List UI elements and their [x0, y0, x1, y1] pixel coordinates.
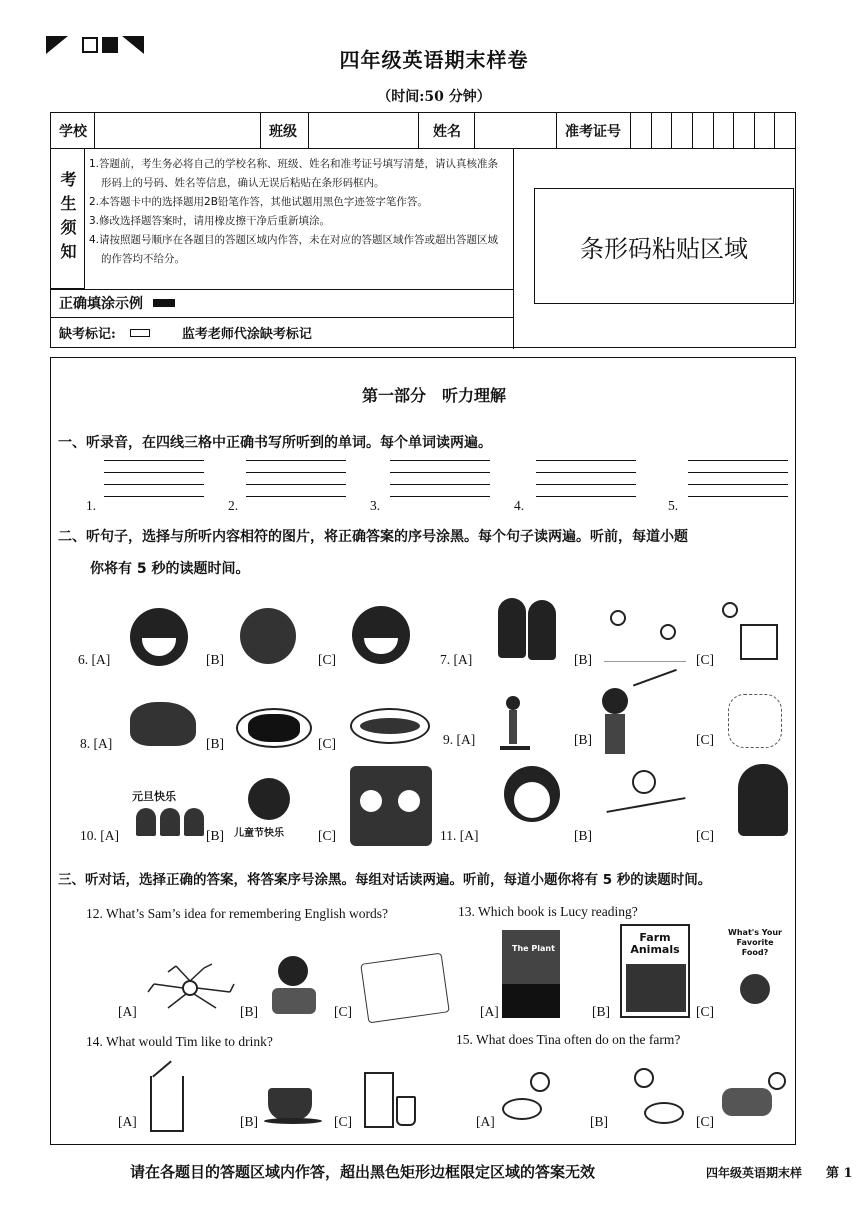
four-line-grid[interactable]: [246, 460, 346, 508]
q11-option-a[interactable]: 11. [A]: [440, 828, 479, 843]
q15-option-b[interactable]: [B]: [590, 1114, 608, 1129]
q15-option-a[interactable]: [A]: [476, 1114, 495, 1129]
exam-number-boxes[interactable]: [631, 113, 795, 149]
q15-question: 15. What does Tina often do on the farm?: [456, 1032, 681, 1047]
q12-option-a[interactable]: [A]: [118, 1004, 137, 1019]
blank-number: 4.: [514, 498, 525, 513]
class-label: 班级: [261, 113, 309, 149]
q8-option-a[interactable]: 8. [A]: [80, 736, 113, 751]
childrens-day-picture: [230, 774, 310, 844]
q14-option-b[interactable]: [B]: [240, 1114, 258, 1129]
four-line-grid[interactable]: [104, 460, 204, 508]
mind-map-svg: [146, 962, 236, 1012]
girl-with-sheep-icon: [500, 1072, 566, 1132]
fish-plate-icon: [350, 708, 430, 744]
notice-item: 3.修改选择题答案时，请用橡皮擦干净后重新填涂。: [89, 215, 331, 227]
q13-question: 13. Which book is Lucy reading?: [458, 904, 638, 919]
blank-number: 3.: [370, 498, 381, 513]
q6-option-c[interactable]: [C]: [318, 652, 336, 667]
class-field[interactable]: [309, 113, 419, 149]
q11-option-c[interactable]: [C]: [696, 828, 714, 843]
girl-with-pig-icon: [620, 1068, 690, 1130]
notice-item: 形码上的号码、姓名等信息，确认无误后粘贴在条形码框内。: [101, 177, 385, 189]
new-year-picture: [130, 770, 210, 840]
crying-face-icon: [240, 608, 296, 664]
juice-glass-icon: [150, 1076, 184, 1132]
q7-option-c[interactable]: [C]: [696, 652, 714, 667]
notice-label-text: 考生须知: [58, 170, 77, 267]
notice-item: 4.请按照题号顺序在各题目的答题区域内作答，未在对应的答题区域作答或超出答题区域: [89, 234, 499, 246]
q12-question: 12. What’s Sam’s idea for remembering English words?: [86, 906, 388, 921]
q10-option-c[interactable]: [C]: [318, 828, 336, 843]
absent-label: 缺考标记:: [59, 327, 116, 342]
book-farm-animals-title: Farm Animals: [630, 931, 680, 956]
exam-duration: （时间:50 分钟）: [377, 89, 491, 105]
girl-reading-icon: [268, 956, 322, 1018]
mind-map-icon: [146, 962, 236, 1012]
notice-item: 的作答均不给分。: [101, 253, 185, 265]
part-title: 第一部分 听力理解: [361, 386, 506, 405]
star-eyes-face-icon: [352, 606, 410, 664]
four-line-grid[interactable]: [688, 460, 788, 508]
divider: [51, 289, 513, 290]
q6-option-a[interactable]: 6. [A]: [78, 652, 111, 667]
q8-option-c[interactable]: [C]: [318, 736, 336, 751]
name-label: 姓名: [419, 113, 475, 149]
kids-playing-icon: [604, 604, 686, 662]
blank-number: 2.: [228, 498, 239, 513]
q14-question: 14. What would Tim like to drink?: [86, 1034, 273, 1049]
two-girls-icon: [496, 598, 558, 664]
q10-option-b[interactable]: [B]: [206, 828, 224, 843]
school-label: 学校: [51, 113, 95, 149]
four-line-grid[interactable]: [390, 460, 490, 508]
book-favorite-food: [724, 928, 786, 1016]
boy-icon: [598, 688, 632, 758]
q7-option-b[interactable]: [B]: [574, 652, 592, 667]
divider: [513, 149, 514, 349]
q12-option-c[interactable]: [C]: [334, 1004, 352, 1019]
footer-page-label: 四年级英语期末样: [706, 1166, 803, 1180]
q10-option-a[interactable]: 10. [A]: [80, 828, 119, 843]
childrens-day-text: 儿童节快乐: [234, 828, 284, 839]
family-dinner-picture: [350, 766, 432, 846]
absent-checkbox[interactable]: [130, 329, 150, 337]
q14-option-a[interactable]: [A]: [118, 1114, 137, 1129]
notice-item: 1.答题前，考生务必将自己的学校名称、班级、姓名和准考证号填写清楚，请认真核准条: [89, 158, 499, 170]
milk-carton-icon: [362, 1072, 418, 1130]
q9-option-c[interactable]: [C]: [696, 732, 714, 747]
q9-option-b[interactable]: [B]: [574, 732, 592, 747]
hot-drink-cup-icon: [264, 1082, 322, 1126]
school-field[interactable]: [95, 113, 261, 149]
blank-number: 1.: [86, 498, 97, 513]
book-farm-animals: [620, 924, 690, 1018]
new-year-text: 元旦快乐: [132, 790, 176, 803]
plate-icon: [236, 708, 312, 748]
book-favorite-food-title: What's Your Favorite Food?: [728, 928, 782, 957]
fill-example-label: 正确填涂示例: [59, 296, 143, 312]
section-3-instruction: 三、听对话，选择正确的答案，将答案序号涂黑。每组对话读两遍。听前，每道小题你将有 5 秒的读题时间。: [58, 872, 712, 888]
girl-with-cow-icon: [722, 1072, 788, 1132]
name-field[interactable]: [475, 113, 557, 149]
absent-mark-row: [59, 323, 312, 342]
exam-number-label: 准考证号: [557, 113, 631, 149]
q9-option-a[interactable]: 9. [A]: [443, 732, 476, 747]
barcode-area[interactable]: 条形码粘贴区域: [534, 188, 794, 304]
kid-at-desk-icon: [602, 768, 690, 834]
notice-list: [89, 155, 509, 269]
girl-skateboard-icon: [500, 696, 530, 754]
q13-option-a[interactable]: [A]: [480, 1004, 499, 1019]
page-title: 四年级英语期末样卷: [339, 48, 529, 72]
section-2-instruction-cont: 你将有 5 秒的读题时间。: [90, 561, 250, 577]
q14-option-c[interactable]: [C]: [334, 1114, 352, 1129]
footer-warning: 请在各题目的答题区域内作答，超出黑色矩形边框限定区域的答案无效: [130, 1163, 596, 1181]
q8-option-b[interactable]: [B]: [206, 736, 224, 751]
people-at-table-icon: [720, 600, 780, 664]
q6-option-b[interactable]: [B]: [206, 652, 224, 667]
q7-option-a[interactable]: 7. [A]: [440, 652, 473, 667]
blank-number: 5.: [668, 498, 679, 513]
section-1-instruction: 一、听录音，在四线三格中正确书写所听到的单词。每个单词读两遍。: [58, 435, 492, 451]
girl-eating-icon: [498, 766, 566, 838]
writing-grids: [86, 460, 786, 516]
absent-note: 监考老师代涂缺考标记: [181, 327, 312, 342]
book-the-plant: [502, 930, 560, 1018]
book-the-plant-title: The Plant: [512, 944, 555, 953]
q13-option-c[interactable]: [C]: [696, 1004, 714, 1019]
notice-label: [51, 149, 85, 289]
q15-option-c[interactable]: [C]: [696, 1114, 714, 1129]
four-line-grid[interactable]: [536, 460, 636, 508]
roast-chicken-icon: [130, 702, 196, 746]
children-group-icon: [728, 694, 782, 748]
girl-dark-icon: [738, 764, 788, 836]
q11-option-b[interactable]: [B]: [574, 828, 592, 843]
footer-page-number: 第 1: [826, 1166, 853, 1181]
filled-box-icon: [153, 299, 175, 307]
notice-item: 2.本答题卡中的选择题用2B铅笔作答，其他试题用黑色字迹签字笔作答。: [89, 196, 428, 208]
fill-example: [59, 293, 175, 313]
divider: [51, 317, 513, 318]
q13-option-b[interactable]: [B]: [592, 1004, 610, 1019]
q12-option-b[interactable]: [B]: [240, 1004, 258, 1019]
notebook-writing-icon: [360, 953, 450, 1024]
section-2-instruction: 二、听句子，选择与所听内容相符的图片，将正确答案的序号涂黑。每个句子读两遍。听前，每道小题: [58, 529, 688, 545]
laughing-face-icon: [130, 608, 188, 666]
